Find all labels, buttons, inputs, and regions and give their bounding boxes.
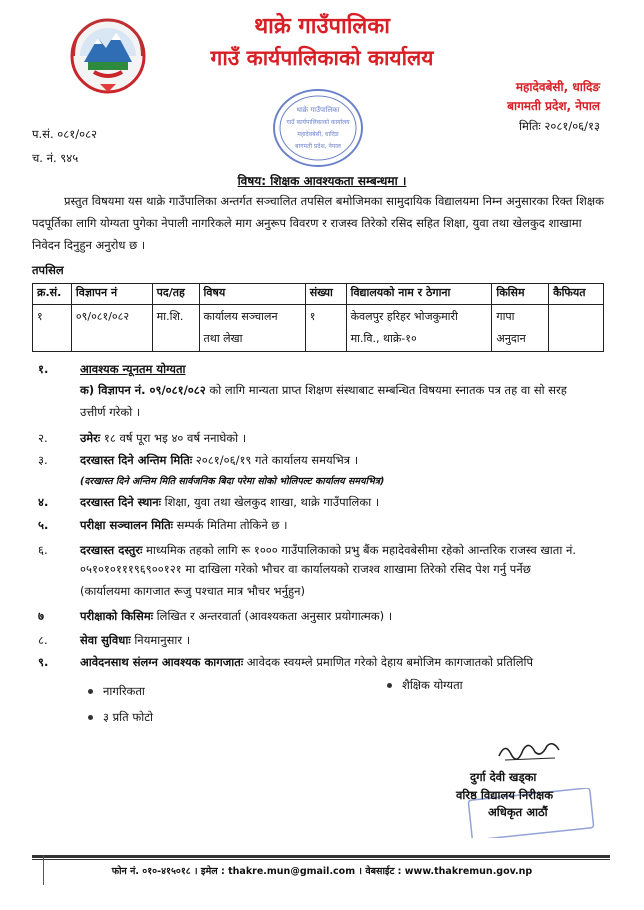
- item-2: [38, 428, 608, 448]
- item-6-key: दरखास्त दस्तुरः: [80, 543, 143, 557]
- bullet-text: ३ प्रति फोटो: [103, 710, 153, 724]
- item-8-key: सेवा सुविधाः: [80, 633, 131, 647]
- office-name: थाक्रे गाउँपालिका: [254, 14, 390, 39]
- item-4: [38, 492, 608, 512]
- bullet-icon: [88, 689, 93, 694]
- item-2-text: १८ वर्ष पूरा भइ ४० वर्ष ननाघेको ।: [100, 431, 247, 445]
- item-3-key: दरखास्त दिने अन्तिम मितिः: [80, 453, 193, 467]
- item-5-key: परीक्षा सञ्चालन मितिः: [80, 518, 173, 532]
- item-7-key: परीक्षाको किसिमः: [80, 609, 154, 623]
- address-line-2: बागमती प्रदेश, नेपाल: [507, 99, 600, 113]
- item-1a-text: को लागि मान्यता प्राप्त शिक्षण संस्थाबाट सम्बन्धित विषयमा स्नातक पत्र तह वा सो सरह: [205, 383, 567, 397]
- item-4-text: शिक्षा, युवा तथा खेलकुद शाखा, थाक्रे गाउँपालिका ।: [160, 495, 380, 509]
- office-subtitle: गाउँ कार्यपालिकाको कार्यालय: [210, 46, 434, 70]
- item-4-key: दरखास्त दिने स्थानः: [80, 495, 161, 509]
- item-7: [38, 606, 608, 626]
- item-6-text2: ०५१०१०१११९६९००१२१ मा दाखिला गरेको भौचर वा कार्यालयको राजश्व शाखामा तिरेको रसिद पेश गर्नु पर्नेछ: [80, 562, 531, 576]
- cell-subject-line1: कार्यालय सञ्चालन: [203, 310, 278, 323]
- item-9-text: आवेदक स्वयम्ले प्रमाणित गरेको देहाय बमोजिम कागजातको प्रतिलिपि: [243, 655, 534, 669]
- item-2-number: २.: [38, 431, 48, 445]
- office-round-stamp-icon: [268, 86, 368, 170]
- item-1a-key: क) विज्ञापन नं. ०९/०८१/०८२: [80, 383, 206, 397]
- cell-type-line1: गापा: [496, 310, 515, 323]
- footer-divider: [32, 855, 610, 858]
- col-header-subject: विषय: [199, 284, 305, 305]
- list-item: [88, 684, 145, 699]
- vacancy-table: [32, 283, 604, 352]
- bullet-text: शैक्षिक योग्यता: [402, 678, 463, 692]
- cell-school-line2: मा.वि., थाक्रे-१०: [350, 332, 417, 345]
- item-7-number: ७: [38, 609, 44, 623]
- signatory-name: दुर्गा देवी खड्का: [470, 770, 537, 784]
- details-label: तपसिल: [32, 263, 64, 277]
- item-5: [38, 515, 608, 535]
- item-6-number: ६.: [38, 543, 48, 557]
- list-item: [88, 710, 153, 725]
- col-header-type: किसिम: [492, 284, 549, 305]
- table-row: [33, 305, 604, 352]
- cell-subject: [199, 305, 305, 352]
- item-8-text: नियमानुसार ।: [130, 633, 191, 647]
- stamp-line-2: गाउँ कार्यपालिकाको कार्यालय: [286, 119, 350, 126]
- col-header-ad-no: विज्ञापन नं: [71, 284, 152, 305]
- footer-divider: [32, 859, 610, 860]
- item-5-number: ५.: [38, 518, 49, 532]
- intro-paragraph: प्रस्तुत विषयमा यस थाक्रे गाउँपालिका अन्तर्गत सञ्चालित तपसिल बमोजिमका सामुदायिक विद्यालयमा निम्न अनुसारका रिक्त शिक्षक पदपूर्तिका लागि योग्यता पुगेका नेपाली नागरिकले माग अनुरूप विवरण र राजस्व तिरेको रसिद सहित शिक्षा, युवा तथा खेलकुद शाखामा निवेदन दिनुहुन अनुरोध छ ।: [32, 194, 604, 252]
- cell-post: मा.शि.: [152, 305, 199, 352]
- item-1a-text2: उत्तीर्ण गरेको ।: [80, 405, 141, 419]
- cell-remarks: [549, 305, 604, 352]
- item-6-text3: (कार्यालयमा कागजात रूजु पश्चात मात्र भौचर भर्नुहुन): [80, 584, 305, 598]
- item-2-key: उमेरः: [80, 431, 101, 445]
- item-3-text: २०८१/०६/१९ गते कार्यालय समयभित्र ।: [192, 453, 359, 467]
- cell-subject-line2: तथा लेखा: [203, 332, 243, 345]
- col-header-post: पद/तह: [152, 284, 199, 305]
- item-4-number: ४.: [38, 495, 49, 509]
- item-3-number: ३.: [38, 453, 48, 467]
- stamp-line-3: महादेवबेसी, धादिङ: [297, 131, 339, 138]
- item-7-text: लिखित र अन्तरवार्ता (आवश्यकता अनुसार प्रयोगात्मक) ।: [153, 609, 393, 623]
- table-header-row: [33, 284, 604, 305]
- item-3: [38, 450, 608, 470]
- handwritten-signature-icon: [495, 736, 565, 766]
- item-5-text: सम्पर्क मितिमा तोकिने छ ।: [173, 518, 288, 532]
- cell-sn: १: [33, 305, 72, 352]
- address-line-1: महादेवबेसी, धादिङ: [515, 80, 600, 94]
- item-1a: [80, 379, 608, 423]
- cell-ad-no: ०९/०८१/०८२: [71, 305, 152, 352]
- letter-date: मितिः २०८१/०६/१३: [519, 119, 600, 133]
- col-header-sn: क्र.सं.: [33, 284, 72, 305]
- item-9-key: आवेदनसाथ संलग्न आवश्यक कागजातः: [80, 655, 244, 669]
- col-header-count: संख्या: [305, 284, 346, 305]
- col-header-remarks: कैफियत: [549, 284, 604, 305]
- cell-type: [492, 305, 549, 352]
- item-6-continuation: [80, 558, 608, 602]
- letter-subject: विषय: शिक्षक आवश्यकता सम्बन्धमा ।: [237, 174, 407, 188]
- item-1: [38, 359, 608, 379]
- reference-number: प.सं. ०८१/०८२: [32, 127, 98, 141]
- dispatch-number: च. नं. ९४५: [32, 151, 79, 165]
- signatory-title: वरिष्ठ विद्यालय निरीक्षक: [456, 788, 554, 802]
- bullet-icon: [88, 715, 93, 720]
- footer-contact: फोन नं. ०१०-४१५०१८ । इमेल : thakre.mun@gmail.com । वेबसाईट : www.thakremun.gov.np: [111, 866, 533, 877]
- stamp-line-1: थाक्रे गाउँपालिका: [296, 106, 340, 114]
- item-3-note: (दरखास्त दिने अन्तिम मिति सार्वजनिक बिदा परेमा सोको भोलिपल्ट कार्यालय समयभित्र): [80, 476, 385, 487]
- bullet-text: नागरिकता: [103, 684, 145, 698]
- item-8-number: ८.: [38, 633, 48, 647]
- list-item: [387, 678, 463, 693]
- item-8: [38, 630, 608, 650]
- item-9-number: ९.: [38, 655, 49, 669]
- bullet-icon: [387, 683, 392, 688]
- item-6-text: माध्यमिक तहको लागि रू १००० गाउँपालिकाको प्रभु बैंक महादेवबेसीमा रहेको आन्तरिक राजस्व खाता नं.: [142, 543, 577, 557]
- item-1-heading: आवश्यक न्यूनतम योग्यता: [80, 362, 186, 376]
- item-1-number: १.: [38, 362, 49, 376]
- cell-school-line1: केवलपुर हरिहर भोजकुमारी: [350, 310, 458, 323]
- item-9: [38, 652, 608, 672]
- signatory-rank: अधिकृत आठौं: [488, 805, 548, 819]
- item-6: [38, 540, 608, 560]
- cell-type-line2: अनुदान: [496, 332, 526, 345]
- col-header-school: विद्यालयको नाम र ठेगाना: [346, 284, 492, 305]
- cell-count: १: [305, 305, 346, 352]
- stamp-line-4: बागमती प्रदेश, नेपाल: [295, 143, 341, 150]
- cell-school: [346, 305, 492, 352]
